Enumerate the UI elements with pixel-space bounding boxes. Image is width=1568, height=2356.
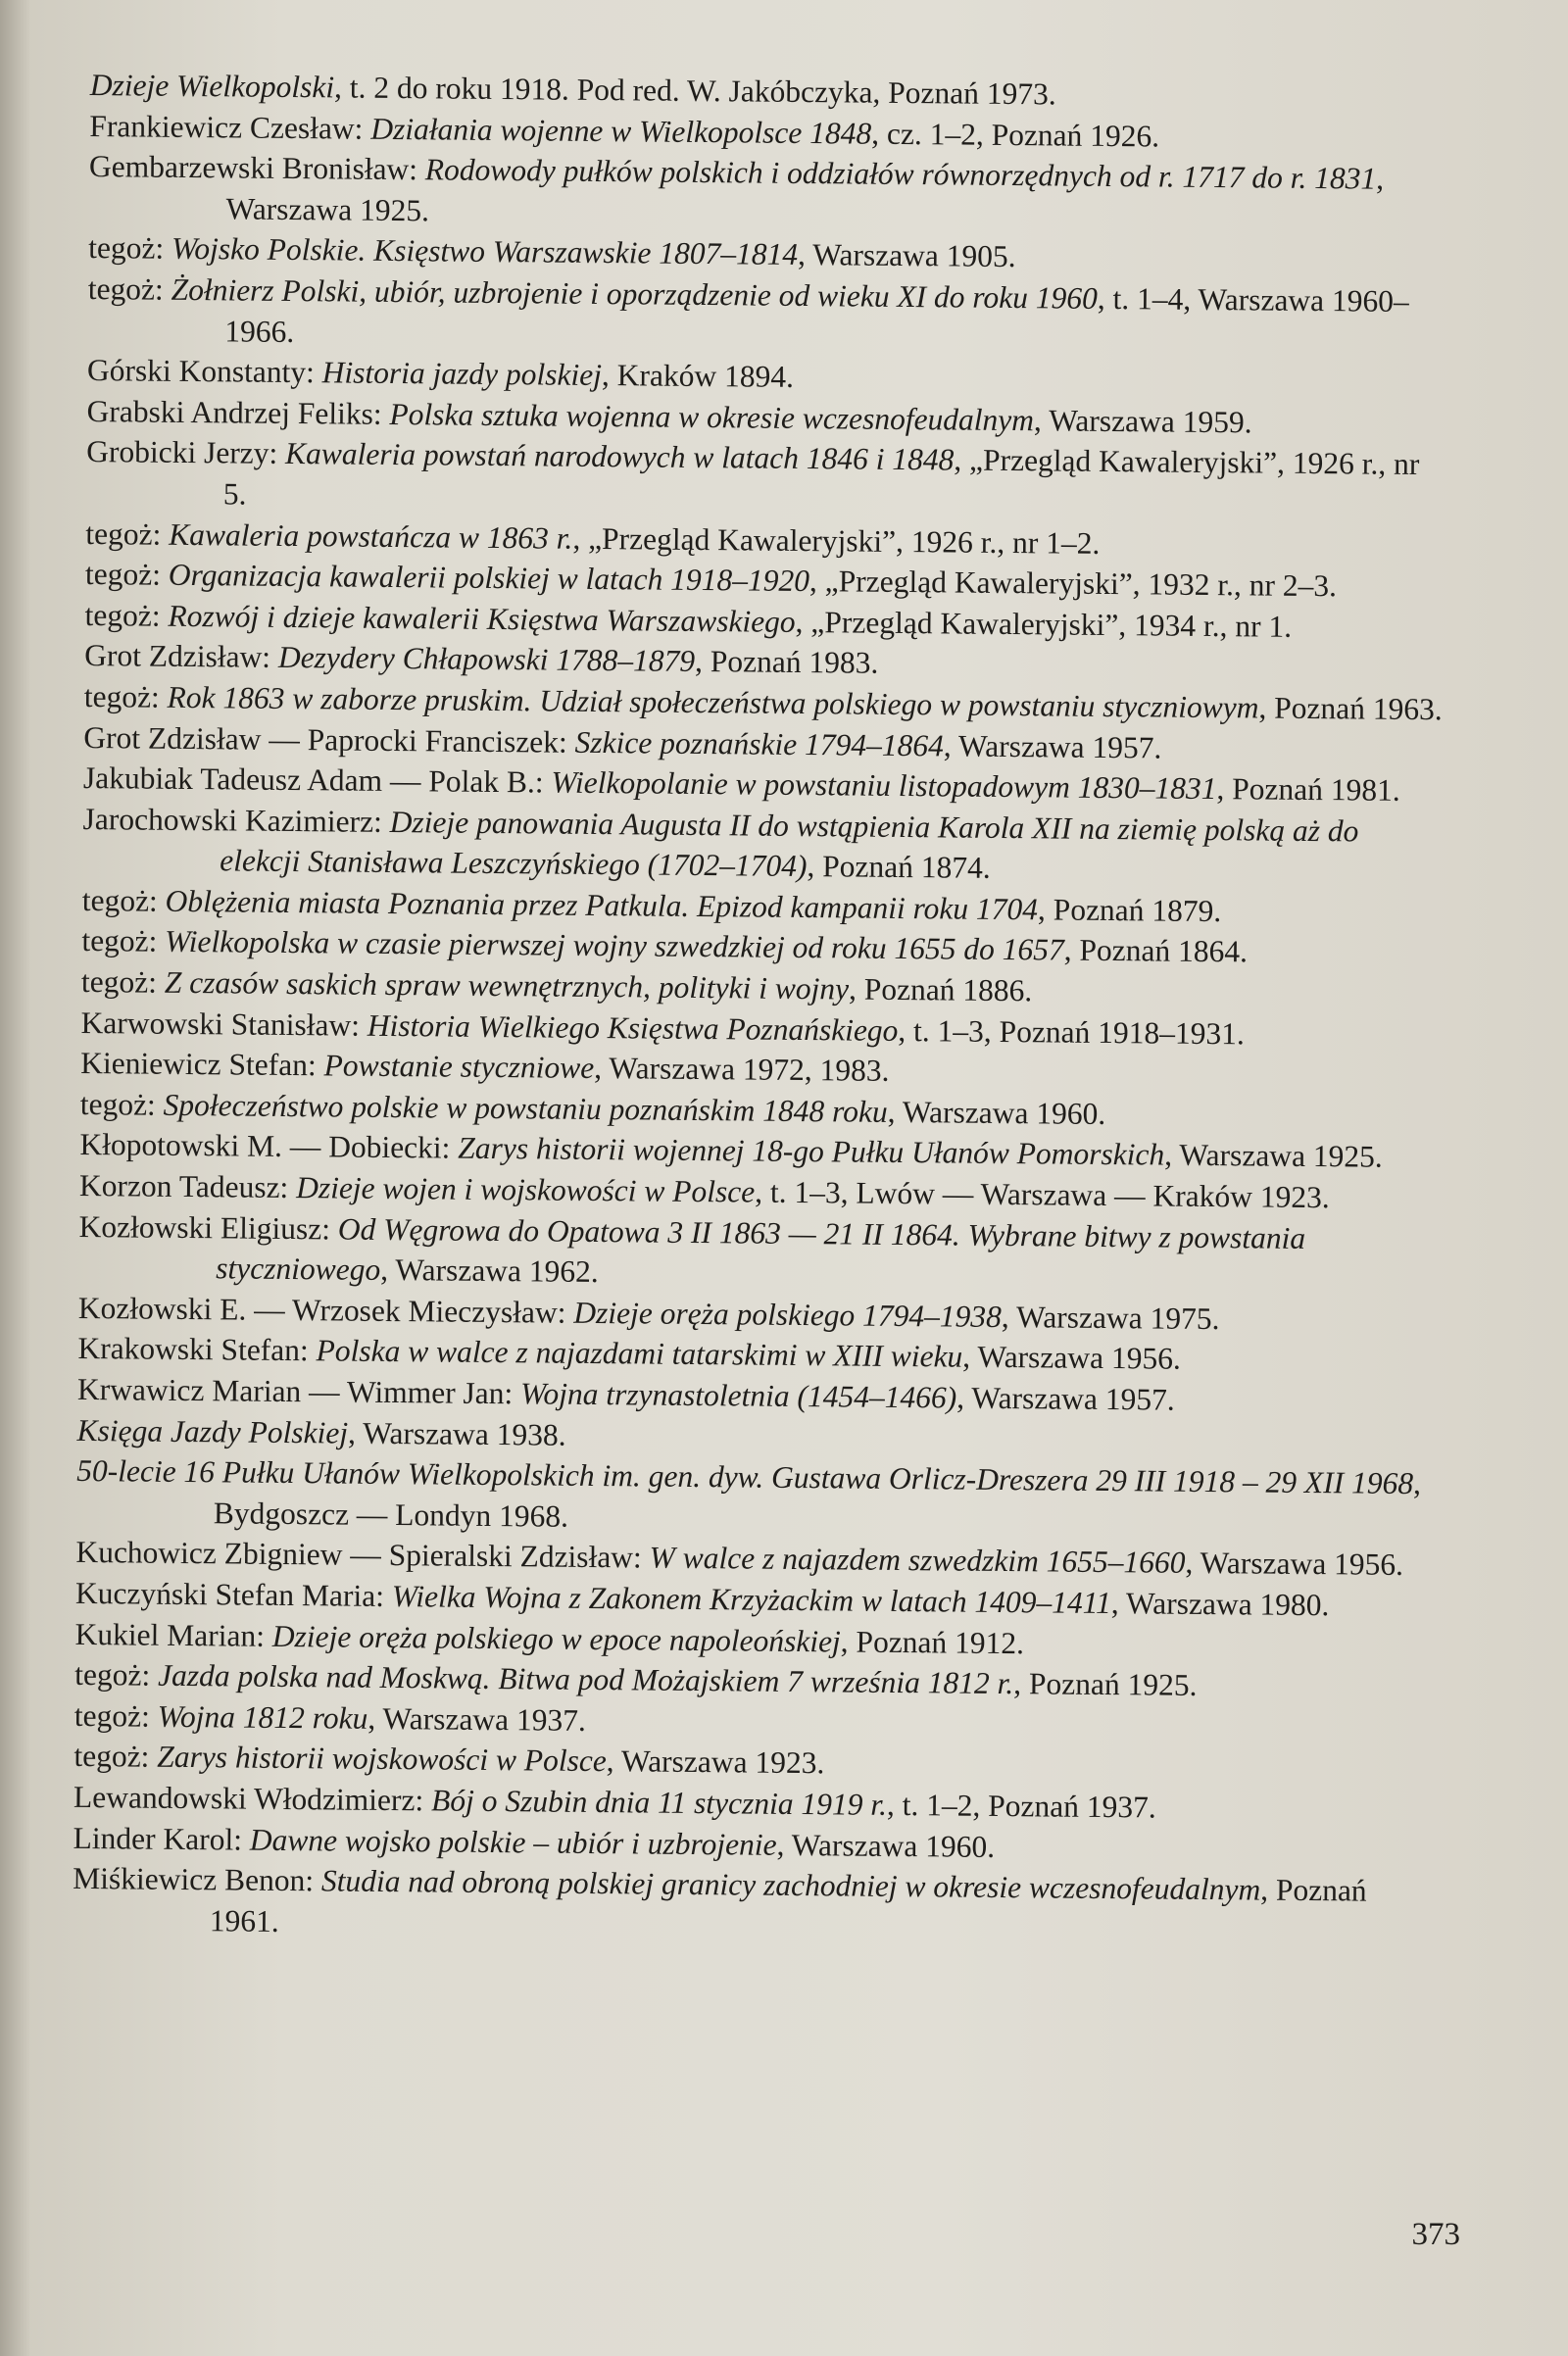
entry-author: Kłopotowski M. — Dobiecki: xyxy=(79,1127,459,1166)
entry-author: tegoż: xyxy=(80,964,166,1000)
entry-title: Działania wojenne w Wielkopolsce 1848 xyxy=(370,111,872,151)
entry-author: tegoż: xyxy=(74,1739,158,1775)
entry-author: tegoż: xyxy=(81,923,166,959)
entry-author: tegoż: xyxy=(83,678,168,714)
entry-publication: , Warszawa 1938. xyxy=(347,1415,566,1452)
entry-publication: , Poznań 1963. xyxy=(1258,690,1443,727)
bibliography-entry xyxy=(73,1858,1436,1953)
entry-publication: , Warszawa 1959. xyxy=(1033,403,1252,440)
entry-title: Jazda polska nad Moskwą. Bitwa pod Możajskiem 7 września 1812 r. xyxy=(157,1657,1014,1701)
entry-publication: , Poznań 1912. xyxy=(840,1623,1025,1660)
entry-publication: , „Przegląd Kawaleryjski”, 1926 r., nr 5. xyxy=(222,442,1420,512)
entry-title: Kawaleria powstańcza w 1863 r. xyxy=(169,516,573,556)
entry-author: Gembarzewski Bronisław: xyxy=(88,149,426,187)
entry-title: Historia Wielkiego Księstwa Poznańskiego xyxy=(367,1007,899,1048)
entry-title: Zarys historii wojennej 18-go Pułku Ułanów Pomorskich xyxy=(458,1131,1165,1173)
entry-author: Kieniewicz Stefan: xyxy=(80,1046,324,1083)
entry-publication: , Warszawa 1960. xyxy=(887,1094,1106,1131)
entry-title: Dzieje oręża polskiego w epoce napoleońskiej xyxy=(271,1618,841,1658)
entry-author: Jarochowski Kazimierz: xyxy=(82,801,390,839)
entry-publication: , t. 1–3, Poznań 1918–1931. xyxy=(898,1012,1246,1052)
entry-title: Rok 1863 w zaborze pruskim. Udział społeczeństwa polskiego w powstaniu styczniowym xyxy=(167,679,1259,725)
bibliography-entry xyxy=(87,269,1450,364)
entry-author: Krwawicz Marian — Wimmer Jan: xyxy=(76,1371,521,1411)
entry-author: Grobicki Jerzy: xyxy=(86,434,286,471)
entry-author: tegoż: xyxy=(85,515,170,552)
entry-publication: , Warszawa 1925. xyxy=(225,161,1385,228)
entry-author: Karwowski Stanisław: xyxy=(80,1005,368,1043)
bibliography-entry xyxy=(76,1450,1440,1546)
entry-publication: , t. 2 do roku 1918. Pod red. W. Jakóbczyka, Poznań 1973. xyxy=(333,70,1056,112)
entry-author: Jakubiak Tadeusz Adam — Polak B.: xyxy=(82,761,552,800)
entry-title: Studia nad obroną polskiej granicy zachodniej w okresie wczesnofeudalnym xyxy=(320,1863,1261,1907)
page-number: 373 xyxy=(1411,2217,1460,2252)
entry-title: Dawne wojsko polskie – ubiór i uzbrojenie xyxy=(249,1822,777,1862)
entry-title: Z czasów saskich spraw wewnętrznych, polityki i wojny xyxy=(164,964,850,1006)
entry-publication: , „Przegląd Kawaleryjski”, 1932 r., nr 2–3. xyxy=(808,564,1338,604)
entry-publication: , „Przegląd Kawaleryjski”, 1926 r., nr 1–2. xyxy=(572,520,1101,561)
entry-publication: , Warszawa 1925. xyxy=(1164,1138,1383,1175)
entry-title: Wielkopolska w czasie pierwszej wojny szwedzkiej od roku 1655 do 1657 xyxy=(165,924,1064,968)
entry-title: Bój o Szubin dnia 11 stycznia 1919 r. xyxy=(430,1783,888,1822)
entry-publication: , Warszawa 1980. xyxy=(1110,1586,1330,1623)
entry-title: Szkice poznańskie 1794–1864 xyxy=(574,724,944,762)
entry-author: Kuchowicz Zbigniew — Spieralski Zdzisław: xyxy=(75,1535,650,1575)
entry-author: tegoż: xyxy=(88,230,172,267)
entry-publication: , Warszawa 1956. xyxy=(1185,1546,1404,1583)
entry-publication: , Poznań 1886. xyxy=(848,971,1033,1008)
entry-title: Księga Jazdy Polskiej xyxy=(76,1412,349,1450)
entry-title: Społeczeństwo polskie w powstaniu poznańskim 1848 roku xyxy=(163,1087,888,1129)
entry-title: Organizacja kawalerii polskiej w latach 1918–1920 xyxy=(168,557,810,599)
entry-author: Grot Zdzisław — Paprocki Franciszek: xyxy=(83,719,575,760)
entry-title: Dzieje wojen i wojskowości w Polsce xyxy=(296,1170,756,1209)
entry-publication: , Poznań 1925. xyxy=(1013,1666,1198,1703)
entry-title: Kawaleria powstań narodowych w latach 1846 i 1848 xyxy=(284,436,955,477)
entry-publication: , Warszawa 1956. xyxy=(962,1340,1181,1377)
entry-publication: , t. 1–3, Lwów — Warszawa — Kraków 1923. xyxy=(755,1174,1330,1215)
entry-author: Kukiel Marian: xyxy=(74,1616,272,1653)
entry-publication: , Warszawa 1937. xyxy=(368,1700,587,1738)
entry-publication: , Warszawa 1975. xyxy=(1001,1299,1220,1336)
entry-author: Krakowski Stefan: xyxy=(77,1331,317,1368)
entry-author: Grabski Andrzej Feliks: xyxy=(86,393,390,431)
entry-author: tegoż: xyxy=(81,882,166,918)
entry-publication: , Warszawa 1962. xyxy=(380,1252,599,1290)
entry-title: Wojna trzynastoletnia (1454–1466) xyxy=(519,1376,957,1415)
entry-publication: , „Przegląd Kawaleryjski”, 1934 r., nr 1. xyxy=(795,604,1293,644)
entry-publication: , Warszawa 1972, 1983. xyxy=(594,1051,890,1089)
entry-publication: , Poznań 1879. xyxy=(1037,892,1222,928)
entry-author: tegoż: xyxy=(79,1086,164,1122)
entry-publication: , Bydgoszcz — Londyn 1968. xyxy=(213,1466,1422,1534)
entry-title: Polska w walce z najazdami tatarskimi w XIII wieku xyxy=(316,1333,963,1375)
entry-author: tegoż: xyxy=(74,1697,158,1734)
entry-title: Zarys historii wojskowości w Polsce xyxy=(157,1740,607,1779)
entry-title: W walce z najazdem szwedzkim 1655–1660 xyxy=(649,1540,1186,1581)
entry-author: Górski Konstanty: xyxy=(86,353,322,390)
entry-author: Kozłowski E. — Wrzosek Mieczysław: xyxy=(77,1290,574,1330)
entry-publication: , Warszawa 1957. xyxy=(943,727,1162,765)
entry-title: Wojsko Polskie. Księstwo Warszawskie 1807–1814 xyxy=(171,231,799,272)
entry-title: Żołnierz Polski, ubiór, uzbrojenie i oporządzenie od wieku XI do roku 1960 xyxy=(171,271,1099,316)
entry-publication: , t. 1–2, Poznań 1937. xyxy=(886,1787,1156,1825)
entry-title: 50-lecie 16 Pułku Ułanów Wielkopolskich im. gen. dyw. Gustawa Orlicz-Dreszera 29 III 1918 – 29 XII 1968 xyxy=(76,1453,1414,1501)
bibliography-entry xyxy=(86,431,1449,526)
bibliography-list xyxy=(73,65,1452,1953)
entry-publication: , Warszawa 1923. xyxy=(606,1743,825,1781)
entry-publication: , Poznań 1864. xyxy=(1063,933,1249,969)
entry-title: Rodowody pułków polskich i oddziałów równorzędnych od r. 1717 do r. 1831 xyxy=(424,152,1377,196)
bibliography-entry xyxy=(78,1206,1442,1301)
entry-publication: , Poznań 1961. xyxy=(209,1872,1367,1939)
entry-title: Historia jazdy polskiej xyxy=(321,355,603,393)
entry-publication: , t. 1–4, Warszawa 1960–1966. xyxy=(224,280,1409,349)
bibliography-entry xyxy=(88,146,1451,241)
entry-publication: , cz. 1–2, Poznań 1926. xyxy=(871,116,1160,154)
entry-publication: , Warszawa 1957. xyxy=(956,1380,1175,1417)
entry-author: Frankiewicz Czesław: xyxy=(89,108,371,146)
entry-title: Polska sztuka wojenna w okresie wczesnofeudalnym xyxy=(389,396,1035,438)
entry-title: Powstanie styczniowe xyxy=(323,1048,595,1086)
entry-author: Linder Karol: xyxy=(73,1820,250,1857)
page-edge-shadow xyxy=(0,0,29,2356)
entry-title: Wielkopolanie w powstaniu listopadowym 1830–1831 xyxy=(551,764,1217,807)
entry-author: tegoż: xyxy=(74,1657,159,1693)
entry-title: Od Węgrowa do Opatowa 3 II 1863 — 21 II 1864. Wybrane bitwy z powstania styczniowego xyxy=(216,1211,1306,1288)
entry-publication: , Kraków 1894. xyxy=(601,358,795,395)
entry-title: Rozwój i dzieje kawalerii Księstwa Warszawskiego xyxy=(168,598,796,639)
entry-title: Dezydery Chłapowski 1788–1879 xyxy=(277,640,696,679)
entry-title: Wielka Wojna z Zakonem Krzyżackim w latach 1409–1411 xyxy=(391,1578,1112,1621)
entry-author: Kuczyński Stefan Maria: xyxy=(74,1575,392,1613)
entry-title: Wojna 1812 roku xyxy=(157,1698,368,1736)
entry-title: Dzieje oręża polskiego 1794–1938 xyxy=(573,1295,1003,1334)
entry-author: Miśkiewicz Benon: xyxy=(73,1861,322,1898)
entry-author: tegoż: xyxy=(84,557,170,592)
entry-author: Korzon Tadeusz: xyxy=(78,1167,297,1205)
entry-title: Oblężenia miasta Poznania przez Patkula. Epizod kampanii roku 1704 xyxy=(165,883,1039,927)
entry-publication: , Warszawa 1960. xyxy=(776,1827,996,1864)
entry-author: Lewandowski Włodzimierz: xyxy=(73,1779,432,1818)
entry-title: Dzieje panowania Augusta II do wstąpienia Karola XII na ziemię polską aż do elekcji Stanisława Leszczyńskiego (1702–1704) xyxy=(220,804,1359,884)
entry-publication: , Warszawa 1905. xyxy=(797,237,1016,274)
entry-author: Kozłowski Eligiusz: xyxy=(78,1208,339,1247)
bibliography-entry xyxy=(82,799,1446,894)
entry-publication: , Poznań 1874. xyxy=(807,849,991,886)
entry-author: Grot Zdzisław: xyxy=(84,638,279,675)
entry-author: tegoż: xyxy=(84,597,169,633)
entry-publication: , Poznań 1981. xyxy=(1216,771,1400,808)
entry-title: Dzieje Wielkopolski xyxy=(89,67,335,105)
entry-publication: , Poznań 1983. xyxy=(694,644,879,681)
entry-author: tegoż: xyxy=(87,270,172,307)
